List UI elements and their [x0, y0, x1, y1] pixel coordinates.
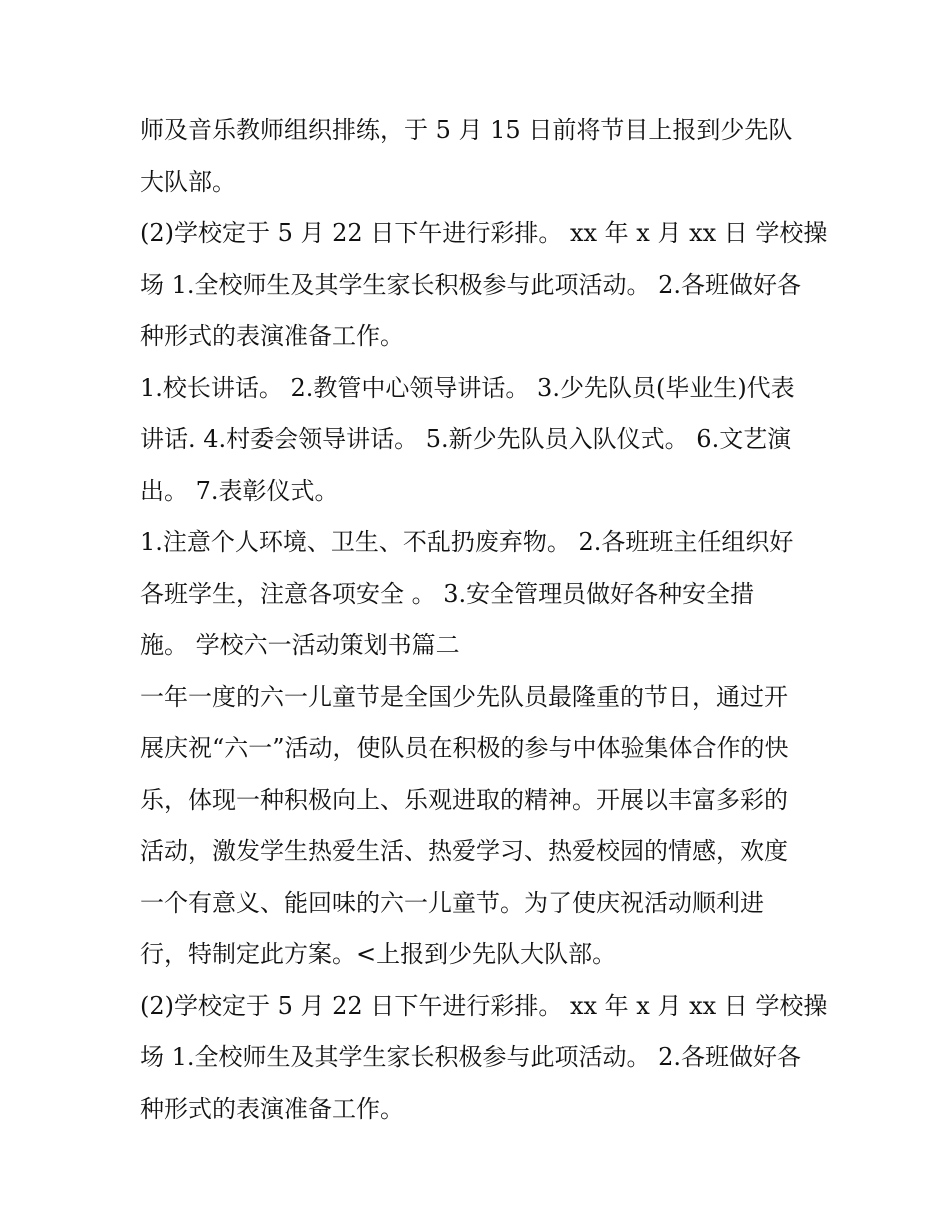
text-line: 场 1.全校师生及其学生家长积极参与此项活动。 2.各班做好各 — [140, 270, 802, 299]
text-line: 行，特制定此方案。<上报到少先队大队部。 — [140, 940, 617, 968]
text-line: 种形式的表演准备工作。 — [140, 1094, 404, 1123]
text-line: 各班学生，注意各项安全 。 3.安全管理员做好各种安全措 — [140, 579, 755, 608]
text-line: 展庆祝“六一”活动，使队员在积极的参与中体验集体合作的快 — [140, 734, 789, 762]
text-line: (2)学校定于 5 月 22 日下午进行彩排。 xx 年 x 月 xx 日 学校操 — [140, 991, 828, 1020]
document-body — [140, 105, 830, 1135]
text-line: 讲话. 4.村委会领导讲话。 5.新少先队员入队仪式。 6.文艺演 — [140, 425, 792, 453]
text-line: (2)学校定于 5 月 22 日下午进行彩排。 xx 年 x 月 xx 日 学校操 — [140, 219, 828, 247]
text-line: 场 1.全校师生及其学生家长积极参与此项活动。 2.各班做好各 — [140, 1043, 802, 1071]
text-line: 1.注意个人环境、卫生、不乱扔废弃物。 2.各班班主任组织好 — [140, 528, 794, 556]
text-line: 活动，激发学生热爱生活、热爱学习、热爱校园的情感，欢度 — [140, 837, 788, 865]
text-line: 一个有意义、能回味的六一儿童节。为了使庆祝活动顺利进 — [140, 888, 764, 917]
text-line: 一年一度的六一儿童节是全国少先队员最隆重的节日，通过开 — [140, 682, 788, 711]
text-line: 大队部。 — [140, 167, 236, 196]
text-line: 1.校长讲话。 2.教管中心领导讲话。 3.少先队员(毕业生)代表 — [140, 373, 795, 402]
text-line: 种形式的表演准备工作。 — [140, 322, 404, 350]
section-heading-line: 施。 学校六一活动策划书篇二 — [140, 631, 460, 659]
text-line: 乐，体现一种积极向上、乐观进取的精神。开展以丰富多彩的 — [140, 785, 788, 814]
text-line: 师及音乐教师组织排练，于 5 月 15 日前将节目上报到少先队 — [140, 116, 793, 144]
text-line: 出。 7.表彰仪式。 — [140, 476, 339, 505]
